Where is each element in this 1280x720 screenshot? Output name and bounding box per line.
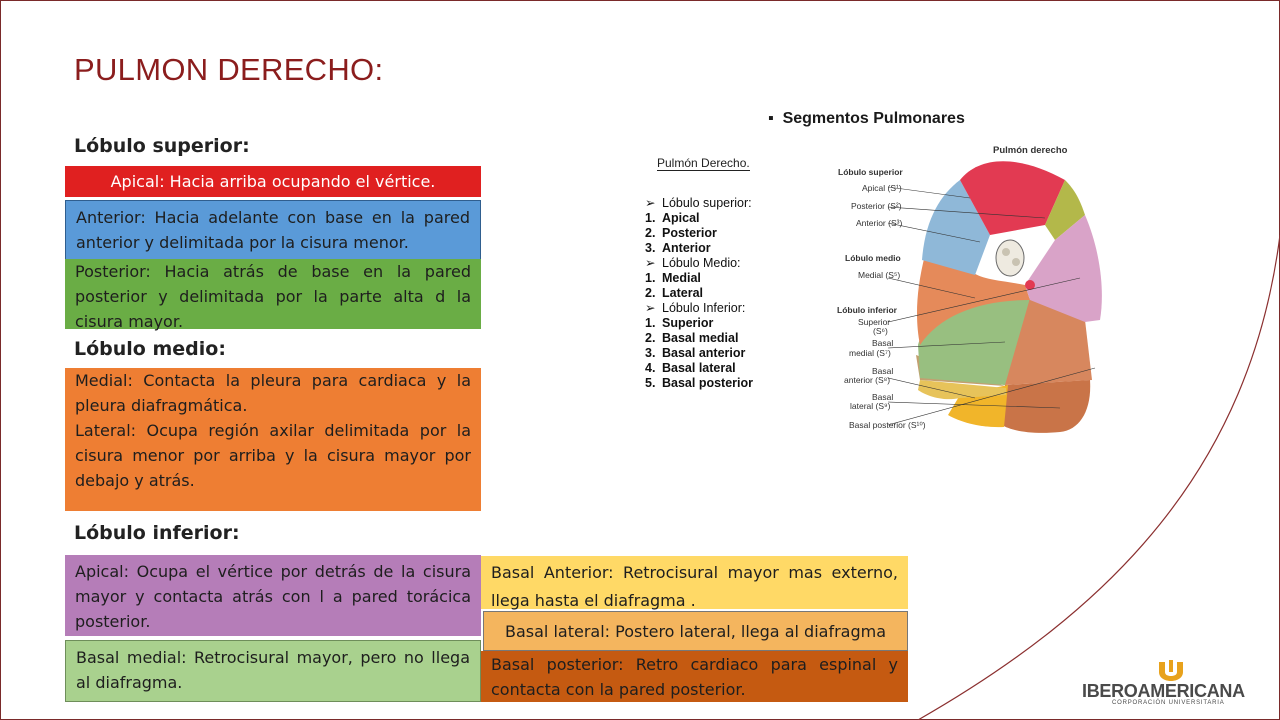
box-lobulo-medio <box>65 368 481 511</box>
diagram-title: Pulmón derecho <box>993 145 1068 156</box>
text-lateral: Lateral: Ocupa región axilar delimitada por la cisura menor por arriba y la cisura mayor por debajo y atrás. <box>75 421 471 490</box>
list-item-label: Posterior <box>662 226 717 240</box>
diagram-label-basal-lateral-code: lateral (S⁹) <box>850 401 891 411</box>
list-item: 2. Lateral <box>645 286 703 300</box>
diagram-label-medial: Medial (S⁵) <box>858 270 901 280</box>
list-item: 2. Posterior <box>645 226 717 240</box>
diagram-label-apical: Apical (S¹) <box>862 183 902 193</box>
list-item-label: Superior <box>662 316 714 330</box>
diagram-lobe-inferior: Lóbulo inferior <box>837 305 897 315</box>
list-item-label: Basal posterior <box>662 376 754 390</box>
list-lobe-label: Lóbulo Inferior: <box>662 301 746 315</box>
logo-name: IBEROAMERICANA <box>1082 681 1245 701</box>
list-item-label: Basal anterior <box>662 346 746 360</box>
box-basal-medial: Basal medial: Retrocisural mayor, pero no llega al diafragma. <box>65 640 481 702</box>
arrow-icon: ➢ <box>645 301 656 315</box>
diagram-label-anterior: Anterior (S³) <box>856 218 903 228</box>
heading-lobulo-inferior: Lóbulo inferior: <box>74 522 240 544</box>
list-item: 1. Superior <box>645 316 714 330</box>
list-item: 1. Apical <box>645 211 700 225</box>
list-lobe <box>645 256 753 271</box>
diagram-label-posterior: Posterior (S²) <box>851 201 902 211</box>
logo-mark-icon <box>1156 660 1186 682</box>
arrow-icon: ➢ <box>645 256 656 270</box>
diagram-label-basal-medial: Basal <box>872 338 894 348</box>
diagram-label-basal-medial-code: medial (S⁷) <box>849 348 891 358</box>
box-anterior: Anterior: Hacia adelante con base en la pared anterior y delimitada por la cisura menor. <box>65 200 481 260</box>
segment-list <box>645 196 753 391</box>
list-item-label: Basal lateral <box>662 361 736 375</box>
diagram-lobe-medio: Lóbulo medio <box>845 253 901 263</box>
page-title: PULMON DERECHO: <box>74 52 384 87</box>
list-item: 3. Anterior <box>645 241 711 255</box>
list-item: 5. Basal posterior <box>645 376 754 390</box>
list-item-label: Apical <box>662 211 700 225</box>
figure-subtitle: Pulmón Derecho. <box>657 156 750 170</box>
list-item: 1. Medial <box>645 271 701 285</box>
figure-heading <box>768 110 965 128</box>
box-basal-posterior: Basal posterior: Retro cardiaco para espinal y contacta con la pared posterior. <box>481 651 908 702</box>
diagram-lobe-superior: Lóbulo superior <box>838 167 903 177</box>
list-item-label: Anterior <box>662 241 711 255</box>
diagram-label-superior-code: (S⁶) <box>873 326 888 336</box>
text-medial: Medial: Contacta la pleura para cardiaca y la pleura diafragmática. <box>75 371 471 415</box>
box-apical-superior: Apical: Hacia arriba ocupando el vértice. <box>65 166 481 197</box>
diagram-label-basal-posterior: Basal posterior (S¹⁰) <box>849 420 926 430</box>
diagram-label-basal-anterior-code: anterior (S⁸) <box>844 375 891 385</box>
list-lobe-label: Lóbulo superior: <box>662 196 752 210</box>
list-item: 3. Basal anterior <box>645 346 746 360</box>
list-item-label: Medial <box>662 271 701 285</box>
arrow-icon: ➢ <box>645 196 656 210</box>
bullet-icon: ▪ <box>768 110 783 127</box>
diagram-label-superior: Superior <box>858 317 891 327</box>
list-item: 2. Basal medial <box>645 331 739 345</box>
heading-lobulo-superior: Lóbulo superior: <box>74 135 250 157</box>
list-lobe-label: Lóbulo Medio: <box>662 256 741 270</box>
list-item: 4. Basal lateral <box>645 361 736 375</box>
heading-lobulo-medio: Lóbulo medio: <box>74 338 226 360</box>
logo-subtitle: CORPORACIÓN UNIVERSITARIA <box>1112 700 1225 706</box>
box-basal-anterior: Basal Anterior: Retrocisural mayor mas externo, llega hasta el diafragma . <box>481 556 908 609</box>
diagram-label-basal-lateral: Basal <box>872 392 894 402</box>
diagram-label-basal-anterior: Basal <box>872 366 894 376</box>
box-basal-lateral: Basal lateral: Postero lateral, llega al diafragma <box>483 611 908 651</box>
list-lobe <box>645 301 753 316</box>
box-posterior: Posterior: Hacia atrás de base en la pared posterior y delimitada por la parte alta d la cisura mayor. <box>65 259 481 329</box>
box-apical-inferior: Apical: Ocupa el vértice por detrás de la cisura mayor y contacta atrás con l a pared torácica posterior. <box>65 555 481 636</box>
figure-heading-text: Segmentos Pulmonares <box>782 110 965 127</box>
bronchus <box>996 240 1024 276</box>
list-lobe <box>645 196 753 211</box>
list-item-label: Basal medial <box>662 331 739 345</box>
list-item-label: Lateral <box>662 286 703 300</box>
